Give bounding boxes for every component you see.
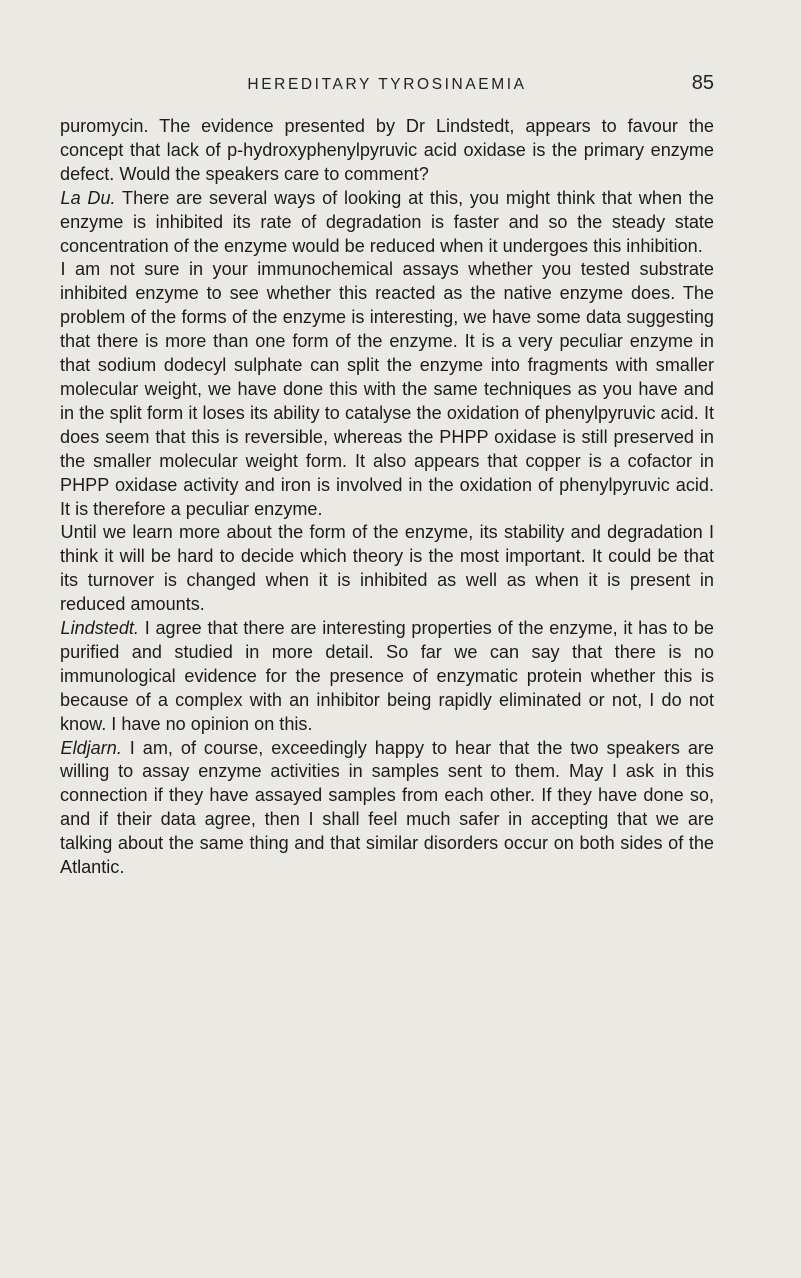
paragraph-text: puromycin. The evidence presented by Dr Lindstedt, appears to favour the concept that lack of p-hydroxyphenylpyruvic acid oxidase is the primary enzyme defect. Would the speakers care to comment?: [60, 116, 714, 184]
paragraph-text: There are several ways of looking at this, you might think that when the enzyme is inhibited its rate of degradation is faster and so the steady state concentration of the enzyme would be reduced when it undergoes this inhibition.: [60, 187, 714, 256]
paragraph-text: I agree that there are interesting properties of the enzyme, it has to be purified and studied in more detail. So far we can say that there is no immunological evidence for the presence of enzymatic protein whether this is because of a complex with an inhibitor being rapidly eliminated or not, I do not know. I have no opinion on this.: [60, 618, 714, 734]
speaker-name: Lindstedt.: [60, 618, 139, 639]
paragraph-eldjarn: [60, 737, 714, 880]
paragraph-continuation: [60, 115, 714, 187]
paragraph-text: Until we learn more about the form of the enzyme, its stability and degradation I think it will be hard to decide which theory is the most important. It could be that its turnover is changed when it is inhibited as well as when it is present in reduced amounts.: [60, 522, 714, 615]
speaker-name: La Du.: [60, 187, 116, 208]
paragraph-la-du: [60, 187, 714, 259]
paragraph-text: I am not sure in your immunochemical assays whether you tested substrate inhibited enzyme to see whether this reacted as the native enzyme does. The problem of the forms of the enzyme is interesting, we have some data suggesting that there is more than one form of the enzyme. It is a very peculiar enzyme in that sodium dodecyl sulphate can split the enzyme into fragments with smaller molecular weight, we have done this with the same techniques as you have and in the split form it loses its ability to catalyse the oxidation of phenylpyruvic acid. It does seem that this is reversible, whereas the PHPP oxidase is still preserved in the smaller molecular weight form. It also appears that copper is a cofactor in PHPP oxidase activity and iron is involved in the oxidation of phenylpyruvic acid. It is therefore a peculiar enzyme.: [60, 259, 714, 519]
paragraph-la-du-conclusion: [60, 521, 714, 617]
paragraph-lindstedt: [60, 617, 714, 737]
running-head: [60, 72, 714, 102]
paragraph-la-du-continued: [60, 258, 714, 521]
speaker-name: Eldjarn.: [60, 737, 122, 758]
paragraph-text: I am, of course, exceedingly happy to hear that the two speakers are willing to assay enzyme activities in samples sent to them. May I ask in this connection if they have assayed samples from each other. If they have done so, and if their data agree, then I shall feel much safer in accepting that we are talking about the same thing and that similar disorders occur on both sides of the Atlantic.: [60, 737, 714, 878]
running-title: HEREDITARY TYROSINAEMIA: [247, 76, 527, 93]
body-text: [60, 115, 714, 880]
page-number: 85: [691, 72, 714, 94]
